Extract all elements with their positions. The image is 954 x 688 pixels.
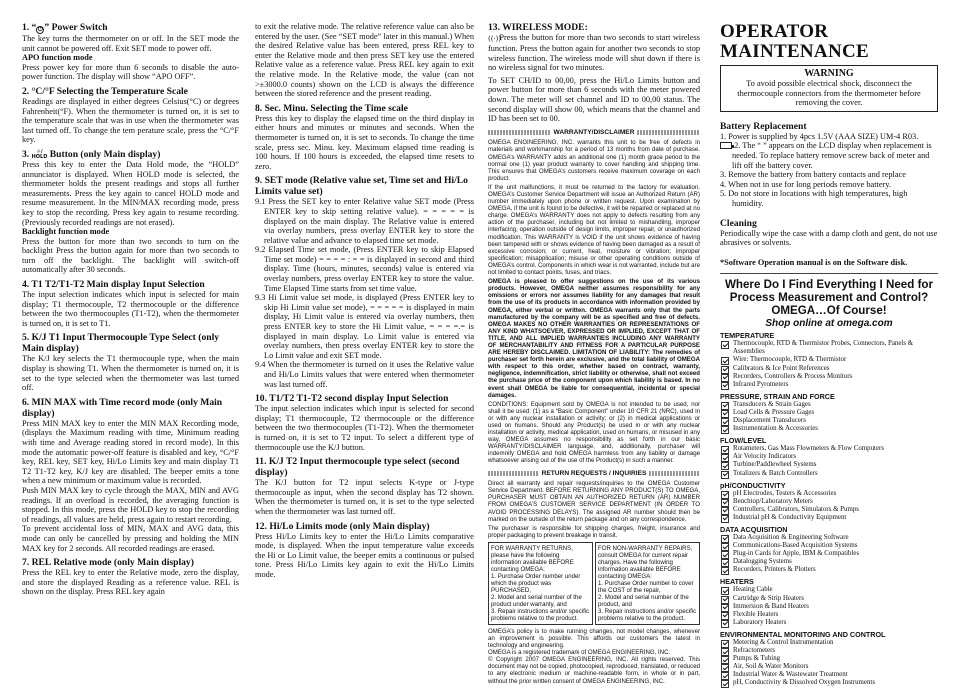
category-heading: pH/CONDUCTIVITY xyxy=(720,480,786,490)
backlight-heading: Backlight function mode xyxy=(22,227,110,237)
set-mode-9-1: 9.1 Press the SET key to enter Relative value SET mode (Press ENTER key to skip setting relative value). = = = = = is displayed on the main display. The Relative value is entered via overlay numbers, press overlay ENTER key to store the relative value and advance to elapsed time set mode. xyxy=(255,197,474,245)
apo-text: Press power key for more than 6 seconds to disable the auto-power function. The display will show “APO OFF”. xyxy=(22,62,239,82)
returns-title: RETURN REQUESTS / INQUIRIES xyxy=(541,469,647,477)
category-item: Plug-in Cards for Apple, IBM & Compatibles xyxy=(720,550,938,558)
set-mode-9-2: 9.2 Elapsed Time set mode, (Press ENTER key to skip Elapsed Time set mode) = = = = : = = is displayed in second and third display. Time (hours, minutes, seconds) value is entered via overlay numbers, press overlay ENTER key to store the value. Time Elapsed Time starts from set time value. xyxy=(255,245,474,293)
rel-continued-text: to exit the relative mode. The relative reference value can also be entered by the user. (See “SET mode” later in this manual.) When the desired Relative value has been entered, press REL key to enter the Relative mode and then press SET key use the entered Relative value as a reference value. Press REL key again to exit the relative mode. In the Relative mode, the value (can not >±3000.0 counts) shown on the LCD is always the difference between the stored reference and the present reading. xyxy=(255,22,474,99)
battery-item-text: 2. The “ ” appears on the LCD display when replacement is needed. To replace battery remove screw back of meter and lift off the battery cover. xyxy=(732,141,932,170)
category-item: Industrial pH & Conductivity Equipment xyxy=(720,514,938,522)
input-selection-text: The input selection indicates which input is selected for main display; T1 thermocouple, T2 thermocouple or the difference between the two thermocouples (T1-T2), when the thermometer is turned on, it is set to T1. xyxy=(22,290,239,328)
warranty-title: WARRANTY/DISCLAIMER xyxy=(553,128,635,136)
minmax-heading: 6. MIN MAX with Time record mode (only Main display) xyxy=(22,396,223,419)
category-item: Infrared Pyrometers xyxy=(720,381,938,389)
set-mode-heading: 9. SET mode (Relative value set, Time set and Hi/Lo Limits value set) xyxy=(255,175,468,198)
minmax-text-1: Press MIN MAX key to enter the MIN MAX Recording mode, (displays the Maximum reading with time, Minimum reading with time and Average reading stored in record mode). In this mode the automatic power-off feature is disabled and key, °C/°F key, REL key, SET key, Hi/Lo Limits key and main display T1 T2 T1-T2 key, K/J key are disabled. The beeper emits a tone when a new minimum or maximum value is recorded. xyxy=(22,418,239,486)
time-scale-heading: 8. Sec. Minu. Selecting the Time scale xyxy=(255,102,408,114)
category-item: Recorders, Controllers & Process Monitors xyxy=(720,373,938,381)
cleaning-text: Periodically wipe the case with a damp cloth and gent, do not use abrasives or solvents. xyxy=(720,228,938,248)
column-4 xyxy=(720,22,938,687)
list-item: 4. When not in use for long periods remove battery. xyxy=(720,179,891,189)
hold-heading: 3. ☼/ HOLD Button (only Main display) xyxy=(22,148,161,160)
warranty-text-4: CONDITIONS: Equipment sold by OMEGA is not intended to be used, nor shall it be used: (1) as a “Basic Component” under 10 CFR 21 (NRC), used in or with any nuclear installation or activity; or (2) in medical applications or used on humans. Should any Product(s) be used in or with any nuclear installation or activity, medical application, used on humans, or misused in any way, OMEGA assumes no responsibility as set forth in our basic WARRANTY/DISCLAIMER language, and, additionally, purchaser will indemnify OMEGA and hold OMEGA harmless from any liability or damage whatsoever arising out of the use of the Product(s) in such a manner. xyxy=(488,400,700,465)
category-item: Industrial Water & Wastewater Treatment xyxy=(720,671,938,679)
column-3 xyxy=(488,22,700,685)
product-categories xyxy=(720,331,938,687)
warranty-heading xyxy=(488,128,700,138)
kj-t1-text: The K/J key selects the T1 thermocouple type, when the main display is showing T1. When the thermometer is turned on, it is set to the type selected when the thermometer was last turned off. xyxy=(22,354,239,393)
category-item: Air Velocity Indicators xyxy=(720,453,938,461)
return-boxes xyxy=(488,542,700,625)
list-item: 1. Power is supplied by 4pcs 1.5V (AAA SIZE) UM-4 R03. xyxy=(720,131,919,141)
cleaning-heading: Cleaning xyxy=(720,217,757,229)
warranty-returns-head: FOR WARRANTY RETURNS, please have the following information available BEFORE contacting OMEGA: xyxy=(491,544,574,573)
non-warranty-box xyxy=(595,542,700,625)
category-item: Turbine/Paddlewheel Systems xyxy=(720,461,938,469)
battery-list xyxy=(720,132,938,209)
list-item: 3. Repair instructions and/or specific problems relative to the product. xyxy=(598,607,697,622)
list-item: 2. Model and serial number of the product under warranty, and xyxy=(491,593,582,608)
copyright-text: © Copyright 2007 OMEGA ENGINEERING, INC. All rights reserved. This document may not be copied, photocopied, reproduced, translated, or reduced to any electronic medium or machine-readable form, in whole or in part, without the prior written consent of OMEGA ENGINEERING, INC. xyxy=(488,656,700,685)
category-item: Instrumentation & Accessories xyxy=(720,425,938,433)
returns-text-1: Direct all warranty and repair requests/inquiries to the OMEGA Customer Service Department. BEFORE RETURNING ANY PRODUCT(S) TO OMEGA, PURCHASER MUST OBTAIN AN AUTHORIZED RETURN (AR) NUMBER FROM OMEGA’S CUSTOMER SERVICE DEPARTMENT (IN ORDER TO AVOID PROCESSING DELAYS). The assigned AR number should then be marked on the outside of the return package and on any correspondence. xyxy=(488,480,700,523)
warning-title: WARNING xyxy=(804,68,854,79)
shop-online-link[interactable]: Shop online at omega.com xyxy=(765,317,893,329)
list-item: 3. Repair instructions and/or specific problems relative to the product. xyxy=(491,607,590,622)
category-item: Immersion & Band Heaters xyxy=(720,603,938,611)
second-display-heading: 10. T1/T2 T1-T2 second display Input Selection xyxy=(255,393,449,405)
list-item: 1. Purchase Order number to cover the COST of the repair, xyxy=(598,579,694,594)
hold-text: Press this key to enter the Data Hold mode, the “HOLD” annunciator is displayed. When HOLD mode is selected, the thermometer holds the present readings and stops all further measurements. Press the key again to cancel HOLD mode and resume measurement. In the MIN/MAX recording mode, press key to stop the recording. Press key again to resume recording. (Previously recorded readings are not erased). xyxy=(22,159,239,227)
minmax-text-2: Push MIN MAX key to cycle through the MAX, MIN and AVG readings. If an overload is recorded, the averaging function is stopped. In this mode, press the HOLD key to stop the recording of readings, all values are held, press again to restart recording. xyxy=(22,485,239,524)
category-item: pH, Conductivity & Dissolved Oxygen Instruments xyxy=(720,679,938,687)
category-item: pH Electrodes, Testers & Accessories xyxy=(720,490,938,498)
time-scale-text: Press this key to display the elapsed time on the third display in either hours and minutes or minutes and seconds. When the thermometer is turned on, it is set to seconds. To change the time scale, press sec. Minu. key. Maximum elapsed time reading is 100 hours. If 100 hours is exceeded, the elapsed time resets to zero. xyxy=(255,113,474,171)
category-item: Displacement Transducers xyxy=(720,417,938,425)
where-heading: Where Do I Find Everything I Need for Process Measurement and Control? OMEGA…Of Course! xyxy=(724,278,934,317)
rel-text: Press the REL key to enter the Relative mode, zero the display, and store the displayed Reading as a reference value. REL is shown on the display. Press REL key again xyxy=(22,568,239,597)
category-item: Transducers & Strain Gages xyxy=(720,401,938,409)
category-item: Data Acquisition & Engineering Software xyxy=(720,534,938,542)
minmax-text-3: To prevent accidental loss of MIN, MAX and AVG data, this mode can only be cancelled by pressing and holding the MIN MAX key for 2 seconds. All recorded readings are erased. xyxy=(22,524,239,553)
power-switch-heading: 1. “ ⏻ ” Power Switch xyxy=(22,22,108,33)
trademark-text: OMEGA is a registered trademark of OMEGA ENGINEERING, INC. xyxy=(488,649,671,657)
column-1 xyxy=(22,22,239,597)
category-item: Communications-Based Acquisition Systems xyxy=(720,542,938,550)
second-display-text: The input selection indicates which input is selected for second display; T1 thermocouple, T2 thermocouple or the difference between the two thermocouples (T1-T2). When the thermometer is turned on, it is set to T2 input. To select a different type of thermocouple use the K/J button. xyxy=(255,404,474,452)
warranty-returns-box xyxy=(488,542,593,625)
list-item: 1. Purchase Order number under which the product was PURCHASED, xyxy=(491,572,581,594)
warning-box xyxy=(720,65,938,112)
warranty-text-1: OMEGA ENGINEERING, INC. warrants this unit to be free of defects in materials and workmanship for a period of 13 months from date of purchase. OMEGA’s WARRANTY adds an additional one (1) month grace period to the normal one (1) year product warranty to cover handling and shipping time. This ensures that OMEGA’s customers receive maximum coverage on each product. xyxy=(488,139,700,182)
category-item: Laboratory Heaters xyxy=(720,619,938,627)
list-item: 5. Do not store in locations with high temperatures, high humidity. xyxy=(720,189,908,208)
warranty-text-3: OMEGA is pleased to offer suggestions on the use of its various products. However, OMEGA neither assumes responsibility for any omissions or errors nor assumes liability for any damages that result from the use of its products in accordance with information provided by OMEGA, either verbal or written. OMEGA warrants only that the parts manufactured by the company will be as specified and free of defects. OMEGA MAKES NO OTHER WARRANTIES OR REPRESENTATIONS OF ANY KIND WHATSOEVER, EXPRESSED OR IMPLIED, EXCEPT THAT OF TITLE, AND ALL IMPLIED WARRANTIES INCLUDING ANY WARRANTY OF MERCHANTABILITY AND FITNESS FOR A PARTICULAR PURPOSE ARE HEREBY DISCLAIMED. LIMITATION OF LIABILITY: The remedies of purchaser set forth herein are exclusive, and the total liability of OMEGA with respect to this order, whether based on contract, warranty, negligence, indemnification, strict liability or otherwise, shall not exceed the purchase price of the component upon which liability is based. In no event shall OMEGA be liable for consequential, incidental or special damages. xyxy=(488,278,700,399)
hold-light-icon: ☼/ HOLD xyxy=(31,149,48,160)
category-item: Cartridge & Strip Heaters xyxy=(720,595,938,603)
category-item: Metering & Control Instrumentation xyxy=(720,639,938,647)
list-item xyxy=(720,141,938,170)
category-item: Air, Soil & Water Monitors xyxy=(720,663,938,671)
list-item: 3. Remove the battery from battery contacts and replace xyxy=(720,170,906,180)
power-icon: ⏻ xyxy=(38,26,43,33)
kj-t2-heading: 11. K/J T2 Input thermocouple type select (second display) xyxy=(255,456,460,479)
category-item: Flexible Heaters xyxy=(720,611,938,619)
backlight-text: Press the button for more than two seconds to turn on the backlight Press the button again for more than two seconds to turn off the backlight. The backlight will switch-off automatically after 30 seconds. xyxy=(22,236,239,275)
temp-scale-text: Readings are displayed in either degrees Celsius(°C) or degrees Fahrenheit(°F). When the thermometer is turned on, it is set to the temperature scale that was in use when the thermometer was last turned off. To change the tem perature scale, press the °C/°F key. xyxy=(22,96,239,145)
category-item: Thermocouple, RTD & Thermistor Probes, Connectors, Panels & Assemblies xyxy=(720,340,938,356)
category-item: Benchtop/Laboratory Meters xyxy=(720,498,938,506)
hilo-text: Press Hi/Lo Limits key to enter the Hi/Lo Limits comparative mode, is displayed. When the input temperature value exceeds the Hi or Lo Limit value, the beeper emits a continuous or pulsed tone. Press Hi/Lo Limits key again to exit the Hi/Lo Limits mode. xyxy=(255,531,474,579)
category-item: Refractometers xyxy=(720,647,938,655)
power-switch-text: The key turns the thermometer on or off. In the SET mode the unit cannot be powered off. Exit SET mode to power off. xyxy=(22,34,239,53)
wireless-text-1 xyxy=(488,33,700,73)
policy-text: OMEGA’s policy is to make running changes, not model changes, whenever an improvement is possible. This affords our customers the latest in technology and engineering. xyxy=(488,627,700,650)
non-warranty-head: FOR NON-WARRANTY REPAIRS, consult OMEGA for current repair charges. Have the following information available BEFORE contacting OMEGA: xyxy=(598,544,693,580)
returns-heading xyxy=(488,469,700,479)
page-title: OPERATOR MAINTENANCE xyxy=(720,21,869,62)
column-2 xyxy=(255,22,474,580)
kj-t1-heading: 5. K/J T1 Input Thermocouple Type Select (only Main display) xyxy=(22,332,220,355)
category-item: Rotameters, Gas Mass Flowmeters & Flow Computers xyxy=(720,445,938,453)
list-item: 2. Model and serial number of the product, and xyxy=(598,593,689,608)
rel-heading: 7. REL Relative mode (only Main display) xyxy=(22,557,194,569)
category-heading: TEMPERATURE xyxy=(720,331,775,341)
kj-t2-text: The K/J button for T2 input selects K-type or J-type thermocouple as input, when the second display has T2 shown. When the thermometer is turned on, it is set to the type selected when the thermometer was last turned off. xyxy=(255,478,474,516)
battery-icon xyxy=(720,142,732,149)
wireless-text-2: To SET CH/ID to 00,00, press the Hi/Lo Limits button and power button for more than 6 seconds with the meter powered down. The meter will set channel and ID to 00,00 status. The second display will show 00, which means that the channel and ID has been set to 00. xyxy=(488,75,700,124)
category-item: Pumps & Tubing xyxy=(720,655,938,663)
software-note: *Software Operation manual is on the Software disk. xyxy=(720,257,908,267)
category-heading: DATA ACQUISITION xyxy=(720,524,788,534)
battery-heading: Battery Replacement xyxy=(720,120,807,132)
category-item: Load Cells & Pressure Gages xyxy=(720,409,938,417)
category-heading: HEATERS xyxy=(720,577,754,587)
warranty-text-2: If the unit malfunctions, it must be returned to the factory for evaluation. OMEGA’s Customer Service Department will issue an Authorized Return (AR) number immediately upon phone or written request. Upon examination by OMEGA, if the unit is found to be defective, it will be repaired or replaced at no charge. OMEGA’s WARRANTY does not apply to defects resulting from any action of the purchaser, including but not limited to mishandling, improper interfacing, operation outside of design limits, improper repair, or unauthorized modification. This WARRANTY is VOID if the unit shows evidence of having been tampered with or shows evidence of having been damaged as a result of excessive corrosion; or current, heat, moisture or vibration; improper specification; misapplication; misuse or other operating conditions outside of OMEGA’s control. Components in which wear is not warranted, include but are not limited to contact points, fuses, and triacs. xyxy=(488,183,700,277)
category-item: Totalizers & Batch Controllers xyxy=(720,470,938,478)
warning-text: To avoid possible electrical shock, disconnect the thermocouple connectors from the thermometer before removing the cover. xyxy=(737,79,921,108)
category-heading: FLOW/LEVEL xyxy=(720,436,767,446)
wireless-heading: 13. WIRELESS MODE: xyxy=(488,22,588,33)
category-heading: PRESSURE, STRAIN AND FORCE xyxy=(720,391,835,401)
category-item: Heating Cable xyxy=(720,586,938,594)
category-item: Recorders, Printers & Plotters xyxy=(720,566,938,574)
temp-scale-heading: 2. °C/°F Selecting the Temperature Scale xyxy=(22,85,188,97)
wireless-text-1-body: Press the button for more than two seconds to start wireless function. Press the button again for another two seconds to stop wireless function. The wireless mode will shut down if there is no wireless signal for two minutes. xyxy=(488,33,701,73)
set-mode-9-4: 9.4 When the thermometer is turned on it uses the Relative value and Hi/Lo Limits values that were entered when thermometer was last turned off. xyxy=(255,360,474,389)
category-heading: ENVIRONMENTAL MONITORING AND CONTROL xyxy=(720,629,886,639)
category-item: Datalogging Systems xyxy=(720,558,938,566)
set-mode-9-3: 9.3 Hi Limit value set mode, is displayed (Press ENTER key to skip Hi Limit value set mode), = = = = = is displayed in main display, Hi Limit value is entered via overlay numbers, then press ENTER key to store the Hi Limit value, = = = =.= is displayed in main display. Lo Limit value is entered via overlay numbers, then press overlay ENTER key to store the Lo Limit value and exit SET mode. xyxy=(255,293,474,360)
hilo-heading: 12. Hi/Lo Limits mode (only Main display) xyxy=(255,520,430,532)
divider xyxy=(720,273,938,274)
apo-heading: APO function mode xyxy=(22,53,93,63)
returns-text-2: The purchaser is responsible for shipping charges, freight, insurance and proper packaging to prevent breakage in transit. xyxy=(488,524,700,539)
category-item: Wire: Thermocouple, RTD & Thermistor xyxy=(720,356,938,364)
category-item: Controllers, Calibrators, Simulators & Pumps xyxy=(720,506,938,514)
wireless-icon: ((·)) xyxy=(488,35,502,43)
input-selection-heading: 4. T1 T2/T1-T2 Main display Input Selection xyxy=(22,279,205,291)
category-item: Calibrators & Ice Point References xyxy=(720,365,938,373)
